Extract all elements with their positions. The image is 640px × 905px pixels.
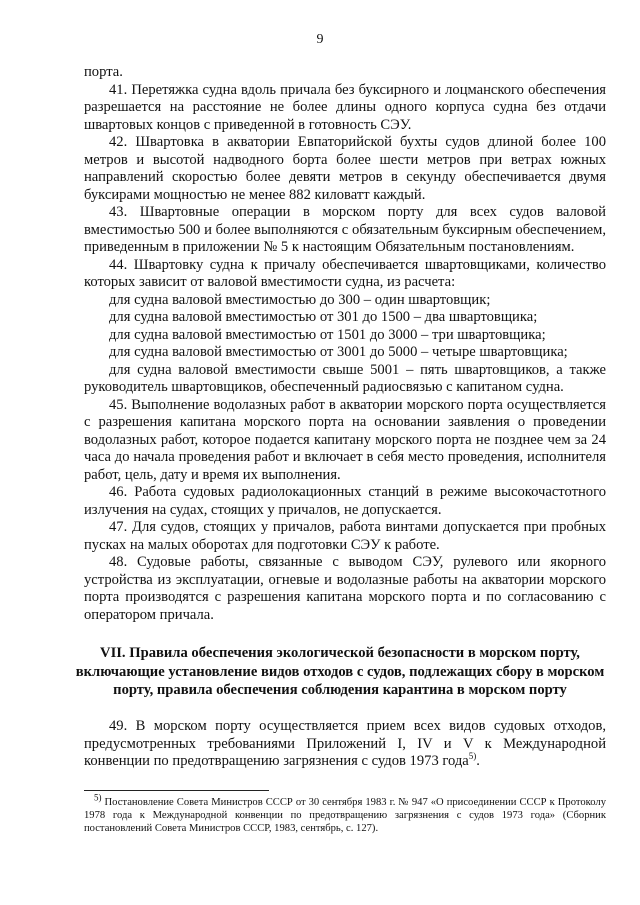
- paragraph-45: 45. Выполнение водолазных работ в акватории морского порта осуществляется с разрешения капитана морского порта на основании заявления о проведении водолазных работ, которое подается капитану морского порта не позднее чем за 24 часа до начала проведения работ и включает в себя место проведения, исполнителя работ, цель, дату и время их выполнения.: [84, 396, 606, 483]
- paragraph-44-item-1: для судна валовой вместимостью до 300 – один швартовщик;: [109, 291, 491, 308]
- paragraph-49-text: 49. В морском порту осуществляется прием всех видов судовых отходов, предусмотренных требованиями Приложений I, IV и V к Международной конвенции по предотвращению загрязнения с судов 1973 года: [84, 718, 606, 769]
- section-heading: VII. Правила обеспечения экологической безопасности в морском порту, включающие установление видов отходов с судов, подлежащих сбору в морском порту, правила обеспечения соблюдения карантина в морском порту: [75, 645, 605, 698]
- footnote: [84, 792, 606, 836]
- paragraph-41: 41. Перетяжка судна вдоль причала без буксирного и лоцманского обеспечения разрешается на расстояние не более длины одного корпуса судна без отдачи швартовых концов с приведенной в готовность СЭУ.: [84, 81, 606, 133]
- paragraph-44-item-2: для судна валовой вместимостью от 301 до 1500 – два швартовщика;: [109, 309, 538, 325]
- paragraph-43: 43. Швартовные операции в морском порту для всех судов валовой вместимостью 500 и более выполняются с обязательным буксирным обеспечением, приведенным в приложении № 5 к настоящим Обязательным постановлениям.: [84, 204, 606, 255]
- paragraph-continuation: порта.: [84, 64, 123, 80]
- footnote-reference[interactable]: 5): [468, 751, 477, 762]
- document-body: [84, 64, 606, 624]
- paragraph-47: 47. Для судов, стоящих у причалов, работа винтами допускается при пробных пусках на малых оборотах для подготовки СЭУ к работе.: [84, 519, 606, 553]
- footnote-divider: [84, 790, 269, 791]
- paragraph-49-end: .: [476, 753, 480, 769]
- footnote-mark: 5): [94, 792, 102, 803]
- paragraph-44: 44. Швартовку судна к причалу обеспечивается швартовщиками, количество которых зависит от валовой вместимости судна, из расчета:: [84, 256, 606, 290]
- page-number: 9: [316, 32, 324, 47]
- paragraph-44-item-4: для судна валовой вместимостью от 3001 до 5000 – четыре швартовщика;: [109, 344, 568, 360]
- paragraph-44-item-3: для судна валовой вместимостью от 1501 до 3000 – три швартовщика;: [109, 326, 546, 343]
- paragraph-48: 48. Судовые работы, связанные с выводом СЭУ, рулевого или якорного устройства из эксплуатации, огневые и водолазные работы на акватории морского порта производятся с разрешения капитана морского порта и по согласованию с оператором причала.: [84, 554, 606, 623]
- paragraph-44-item-5: для судна валовой вместимости свыше 5001 – пять швартовщиков, а также руководитель швартовщиков, обеспеченный радиосвязью с капитаном судна.: [84, 361, 606, 395]
- paragraph-49: [84, 718, 606, 771]
- paragraph-46: 46. Работа судовых радиолокационных станций в режиме высокочастотного излучения на судах, стоящих у причалов, не допускается.: [84, 484, 606, 518]
- paragraph-42: 42. Швартовка в акватории Евпаторийской бухты судов длиной более 100 метров и высотой надводного борта более шести метров при ветрах южных направлений скоростью более девяти метров в секунду обеспечивается двумя буксирами мощностью не менее 882 киловатт каждый.: [84, 134, 606, 203]
- footnote-text: Постановление Совета Министров СССР от 30 сентября 1983 г. № 947 «О присоединении СССР к Протоколу 1978 года к Международной конвенции по предотвращению загрязнения с судов 1973 года» (Сборник постановлений Совета Министров СССР, 1983, сентябрь, с. 127).: [84, 797, 606, 835]
